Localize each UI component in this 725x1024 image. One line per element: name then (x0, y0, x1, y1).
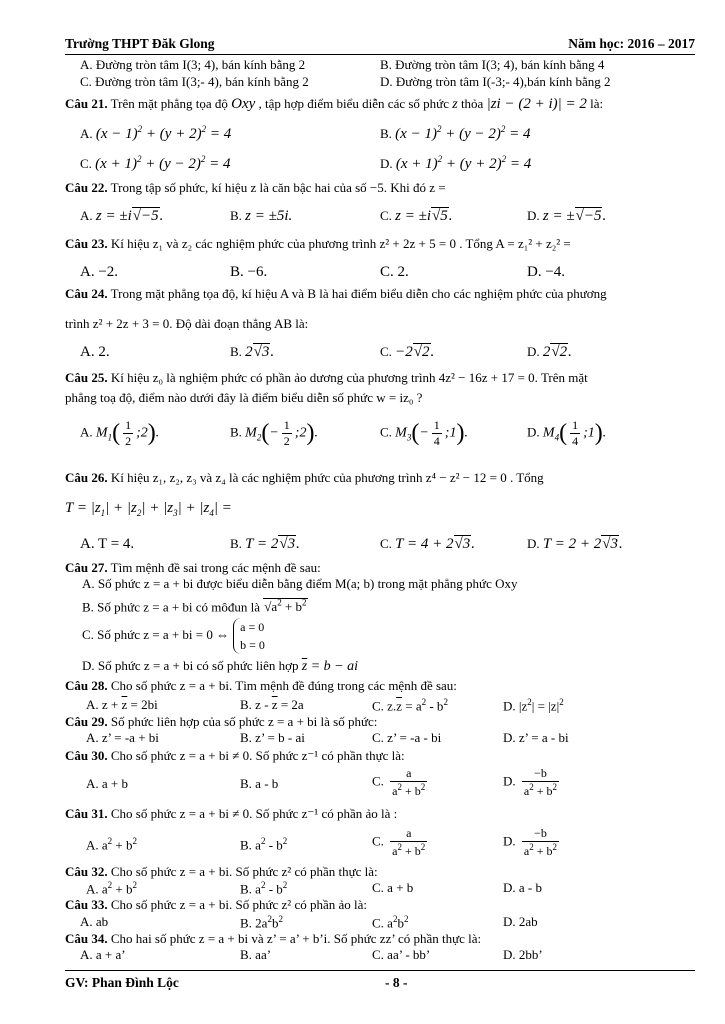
q23-option-b: B. −6. (230, 264, 268, 280)
q28-option-b: B. $z - \overline{z} = 2a$ (240, 697, 304, 712)
q24-option-d: D. 2√2. (527, 344, 572, 360)
q31-option-b: B. $a^2 - b^2$ (240, 836, 288, 853)
q34-option-d: D. 2bb’ (503, 947, 543, 962)
school-name: Trường THPT Đăk Glong (65, 36, 215, 51)
q32-option-b: B. $a^2 - b^2$ (240, 880, 288, 897)
q26-option-b: B. T = 2√3. (230, 536, 300, 552)
q23-stem: Câu 23. Kí hiệu z₁ và z₂ các nghiệm phức của phương trình z² + 2z + 5 = 0 . Tổng A = z₁² + z₂² = (65, 236, 571, 251)
q20-option-c: C. Đường tròn tâm I(3;- 4), bán kính bằng 2 (80, 74, 309, 89)
q25-option-b: B. $M_2(-$ $\frac{1}{2}$ ;2). (230, 418, 318, 448)
q33-stem: Câu 33. Cho số phức z = a + bi. Số phức z² có phần ảo là: (65, 897, 368, 912)
q24-option-a: A. 2. (80, 344, 110, 360)
q20-option-b: B. Đường tròn tâm I(3; 4), bán kính bằng 4 (380, 57, 605, 72)
q31-stem: Câu 31. Cho số phức z = a + bi ≠ 0. Số phức z⁻¹ có phần ảo là : (65, 806, 398, 821)
q25-stem-1: Câu 25. Kí hiệu z₀ là nghiệm phức có phần ảo dương của phương trình 4z² − 16z + 17 = 0. Trên mặt (65, 370, 588, 385)
page-footer (65, 970, 695, 991)
q25-option-d: D. $M_4$( $\frac{1}{4}$ ;1). (527, 418, 607, 448)
q31-option-a: A. $a^2 + b^2$ (86, 836, 138, 853)
q34-option-a: A. a + a’ (80, 947, 126, 962)
q24-stem-2: trình z² + 2z + 3 = 0. Độ dài đoạn thẳng AB là: (65, 316, 309, 331)
q29-stem: Câu 29. Số phức liên hợp của số phức z = a + bi là số phức: (65, 714, 378, 729)
q20-option-a: A. Đường tròn tâm I(3; 4), bán kính bằng 2 (80, 57, 306, 72)
q34-option-c: C. aa’ - bb’ (372, 947, 431, 962)
q30-option-d: D. $\frac{-b}{a^2 + b^2}$ (503, 766, 557, 798)
q22-option-d: D. z = ±√−5. (527, 208, 607, 224)
q33-option-a: A. ab (80, 914, 109, 929)
teacher-name: GV: Phan Đình Lộc (65, 975, 179, 990)
page-header (65, 36, 695, 55)
q23-option-c: C. 2. (380, 264, 409, 280)
q27-option-a: A. Số phức z = a + bi được biểu diễn bằng điểm M(a; b) trong mặt phẳng phức Oxy (82, 576, 518, 591)
q29-option-b: B. z’ = b - ai (240, 730, 305, 745)
q28-option-d: D. $|z^2| = |z|^2$ (503, 697, 564, 714)
q30-option-a: A. a + b (86, 776, 128, 791)
q22-option-c: C. z = ±i√5. (380, 208, 453, 224)
q29-option-a: A. z’ = -a + bi (86, 730, 159, 745)
q21-option-c: C. $(x + 1)^2 + (y - 2)^2 = 4$ (80, 154, 231, 172)
q25-stem-2: phẳng toạ độ, điểm nào dưới đây là điểm biểu diễn số phức w = iz₀ ? (65, 390, 423, 405)
q21-option-d: D. $(x + 1)^2 + (y + 2)^2 = 4$ (380, 154, 532, 172)
q27-option-c: C. Số phức z = a + bi = 0 ⇔ a = 0 b = 0 (82, 620, 265, 652)
q21-stem: Câu 21. Trên mặt phẳng tọa độ Oxy , tập hợp điểm biểu diễn các số phức z thỏa |zi − (2 + i)| = 2 là: (65, 96, 604, 112)
q32-option-c: C. a + b (372, 880, 414, 895)
q26-option-d: D. T = 2 + 2√3. (527, 536, 623, 552)
q27-stem: Câu 27. Tìm mệnh đề sai trong các mệnh đề sau: (65, 560, 321, 575)
q20-option-d: D. Đường tròn tâm I(-3;- 4),bán kính bằng 2 (380, 74, 611, 89)
q25-option-a: A. $M_1$( $\frac{1}{2}$ ;2). (80, 418, 160, 448)
school-year: Năm học: 2016 – 2017 (568, 36, 695, 51)
q33-option-d: D. 2ab (503, 914, 538, 929)
q24-stem-1: Câu 24. Trong mặt phẳng tọa độ, kí hiệu A và B là hai điểm biểu diễn cho các nghiệm phức của phương (65, 286, 607, 301)
q23-option-a: A. −2. (80, 264, 119, 280)
q31-option-d: D. $\frac{-b}{a^2 + b^2}$ (503, 826, 557, 858)
q30-option-c: C. $\frac{a}{a^2 + b^2}$ (372, 766, 426, 798)
q32-option-a: A. $a^2 + b^2$ (86, 880, 138, 897)
q28-option-c: C. $z.\overline{z} = a^2 - b^2$ (372, 697, 448, 714)
q24-option-b: B. 2√3. (230, 344, 275, 360)
q34-option-b: B. aa’ (240, 947, 272, 962)
q30-stem: Câu 30. Cho số phức z = a + bi ≠ 0. Số phức z⁻¹ có phần thực là: (65, 748, 405, 763)
q31-option-c: C. $\frac{a}{a^2 + b^2}$ (372, 826, 426, 858)
q28-option-a: A. $z + \overline{z} = 2bi$ (86, 697, 158, 712)
q25-option-c: C. $M_3(-$ $\frac{1}{4}$ ;1). (380, 418, 468, 448)
q22-option-b: B. z = ±5i. (230, 208, 293, 224)
q28-stem: Câu 28. Cho số phức z = a + bi. Tìm mệnh đề đúng trong các mệnh đề sau: (65, 678, 457, 693)
q30-option-b: B. a - b (240, 776, 279, 791)
q29-option-d: D. z’ = a - bi (503, 730, 569, 745)
q26-sum: $T = |z_1| + |z_2| + |z_3| + |z_4|$ = (65, 500, 232, 518)
page-number: - 8 - (385, 975, 408, 990)
q23-option-d: D. −4. (527, 264, 566, 280)
q22-stem: Câu 22. Trong tập số phức, kí hiệu z là căn bậc hai của số −5. Khi đó z = (65, 180, 446, 195)
q21-option-a: A. $(x - 1)^2 + (y + 2)^2 = 4$ (80, 124, 232, 142)
q27-option-d: D. Số phức z = a + bi có số phức liên hợp $\overline{z} = b$ − ai (82, 658, 359, 674)
q32-option-d: D. a - b (503, 880, 542, 895)
q26-stem: Câu 26. Kí hiệu z₁, z₂, z₃ và z₄ là các nghiệm phức của phương trình z⁴ − z² − 12 = 0 . Tổng (65, 470, 544, 485)
q26-option-c: C. T = 4 + 2√3. (380, 536, 475, 552)
q26-option-a: A. T = 4. (80, 536, 135, 552)
q27-option-b: B. Số phức z = a + bi có môđun là $√a^2 + b^2$ (82, 598, 307, 615)
q21-option-b: B. $(x - 1)^2 + (y - 2)^2 = 4$ (380, 124, 531, 142)
q32-stem: Câu 32. Cho số phức z = a + bi. Số phức z² có phần thực là: (65, 864, 378, 879)
q33-option-c: C. $a^2b^2$ (372, 914, 409, 931)
q34-stem: Câu 34. Cho hai số phức z = a + bi và z’ = a’ + b’i. Số phức zz’ có phần thực là: (65, 931, 482, 946)
q29-option-c: C. z’ = -a - bi (372, 730, 442, 745)
q22-option-a: A. z = ±i√−5. (80, 208, 164, 224)
q24-option-c: C. −2√2. (380, 344, 435, 360)
q33-option-b: B. $2a^2b^2$ (240, 914, 283, 931)
